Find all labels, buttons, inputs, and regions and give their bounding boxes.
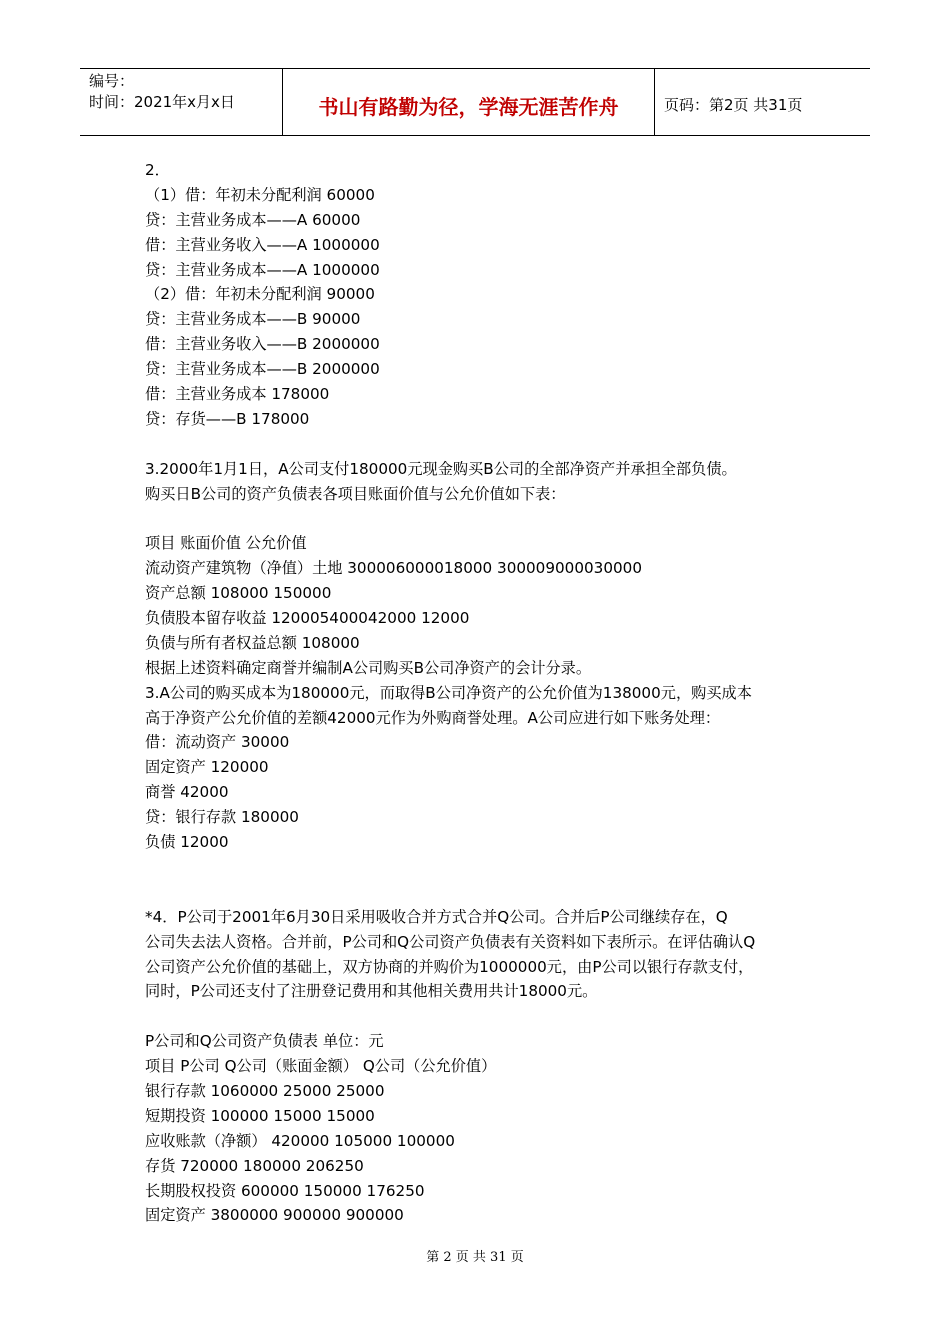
text-line: 资产总额 108000 150000 — [145, 584, 332, 603]
blank-line — [145, 506, 815, 531]
document-date-label: 时间：2021年x月x日 — [89, 93, 235, 111]
page-footer: 第 2 页 共 31 页 — [426, 1250, 524, 1265]
text-line: （2）借：年初未分配利润 90000 — [145, 285, 375, 304]
text-line: 贷：主营业务成本——A 60000 — [145, 210, 361, 229]
text-line: 应收账款（净额） 420000 105000 100000 — [145, 1131, 455, 1150]
text-line: 3.A公司的购买成本为180000元，而取得B公司净资产的公允价值为138000元，购买成本 — [145, 683, 752, 702]
text-line: 长期股权投资 600000 150000 176250 — [145, 1181, 425, 1200]
blank-line — [145, 1004, 815, 1029]
text-line: 固定资产 3800000 900000 900000 — [145, 1206, 404, 1225]
text-line: 负债 12000 — [145, 833, 229, 852]
text-line: 借：主营业务成本 178000 — [145, 385, 330, 404]
blank-line — [145, 855, 815, 880]
text-line: 贷：主营业务成本——A 1000000 — [145, 260, 380, 279]
text-line: P公司和Q公司资产负债表 单位：元 — [145, 1032, 384, 1051]
text-line: 高于净资产公允价值的差额42000元作为外购商誉处理。A公司应进行如下账务处理： — [145, 708, 721, 727]
text-line: 3.2000年1月1日，A公司支付180000元现金购买B公司的全部净资产并承担全部负债。 — [145, 459, 737, 478]
text-line: 商誉 42000 — [145, 783, 229, 802]
blank-line — [145, 432, 815, 457]
text-line: 公司资产公允价值的基础上，双方协商的并购价为1000000元，由P公司以银行存款支付， — [145, 957, 754, 976]
text-line: 贷：主营业务成本——B 90000 — [145, 310, 361, 329]
header-info — [80, 69, 282, 135]
text-line: 负债与所有者权益总额 108000 — [145, 633, 360, 652]
text-line: 流动资产建筑物（净值）土地 300006000018000 300009000030000 — [145, 559, 642, 578]
text-line: 项目 账面价值 公允价值 — [145, 534, 307, 553]
text-line: 固定资产 120000 — [145, 758, 269, 777]
text-line: 贷：主营业务成本——B 2000000 — [145, 360, 380, 379]
text-line: 公司失去法人资格。合并前，P公司和Q公司资产负债表有关资料如下表所示。在评估确认Q — [145, 932, 756, 951]
text-line: 同时，P公司还支付了注册登记费用和其他相关费用共计18000元。 — [145, 982, 598, 1001]
document-body — [145, 158, 815, 1228]
text-line: 贷：存货——B 178000 — [145, 409, 310, 428]
text-line: 根据上述资料确定商誉并编制A公司购买B公司净资产的会计分录。 — [145, 658, 592, 677]
text-line: 借：流动资产 30000 — [145, 733, 290, 752]
page-header — [80, 68, 870, 136]
blank-line — [145, 880, 815, 905]
text-line: 借：主营业务收入——A 1000000 — [145, 235, 380, 254]
text-line: 银行存款 1060000 25000 25000 — [145, 1081, 385, 1100]
text-line: 贷：银行存款 180000 — [145, 808, 299, 827]
text-line: *4．P公司于2001年6月30日采用吸收合并方式合并Q公司。合并后P公司继续存在，Q — [145, 907, 728, 926]
text-line: 负债股本留存收益 120005400042000 12000 — [145, 609, 470, 628]
document-number-label: 编号： — [89, 72, 135, 90]
text-line: 2． — [145, 161, 170, 179]
text-line: （1）借：年初未分配利润 60000 — [145, 185, 375, 204]
header-motto: 书山有路勤为径，学海无涯苦作舟 — [282, 69, 655, 135]
text-line: 短期投资 100000 15000 15000 — [145, 1106, 375, 1125]
header-page-number: 页码：第2页 共31页 — [664, 95, 803, 114]
text-line: 借：主营业务收入——B 2000000 — [145, 335, 380, 354]
text-line: 存货 720000 180000 206250 — [145, 1156, 364, 1175]
text-line: 购买日B公司的资产负债表各项目账面价值与公允价值如下表： — [145, 484, 566, 503]
text-line: 项目 P公司 Q公司（账面金额） Q公司（公允价值） — [145, 1057, 497, 1076]
